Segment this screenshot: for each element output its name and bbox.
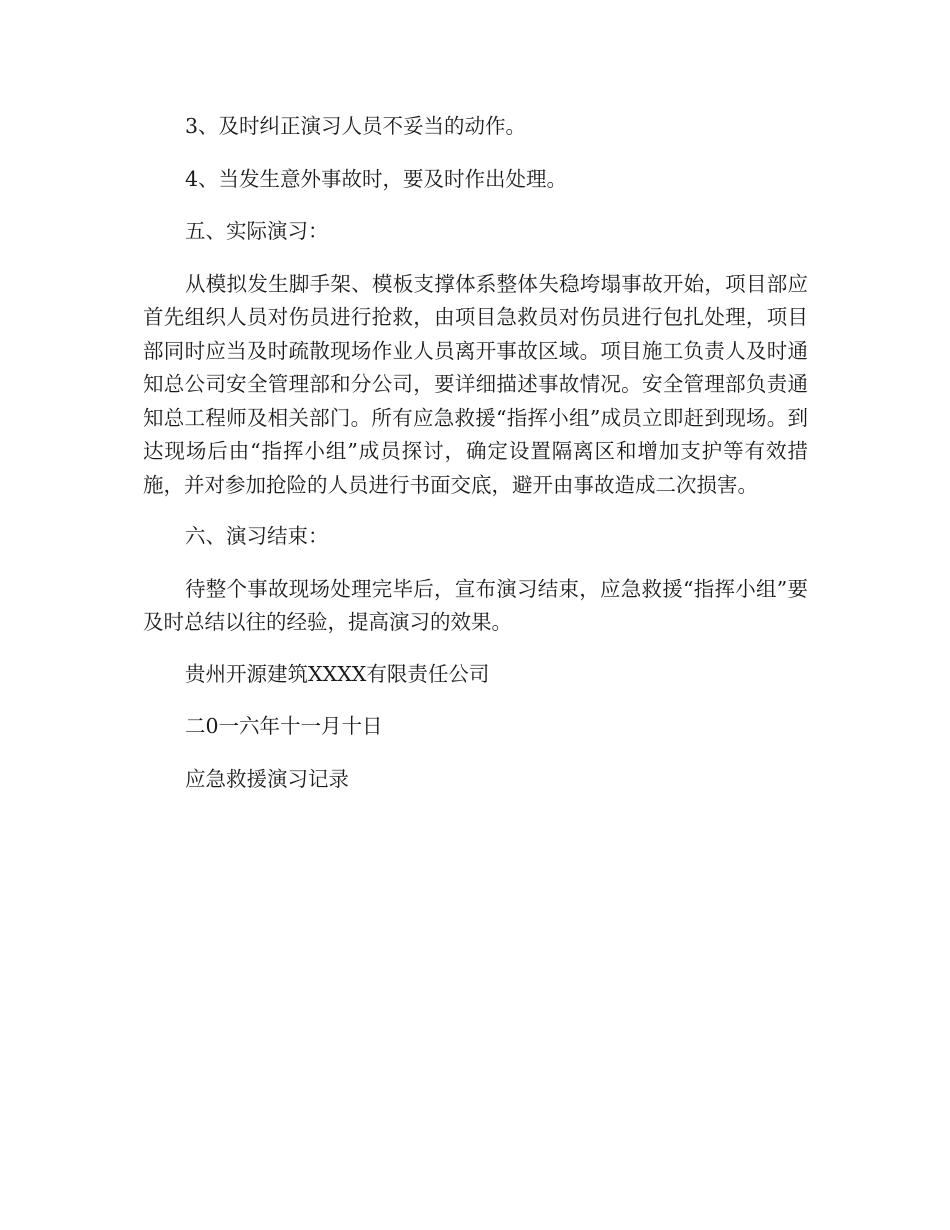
record-title: 应急救援演习记录 xyxy=(185,766,349,791)
paragraph-item-3: 3、及时纠正演习人员不妥当的动作。 xyxy=(185,114,527,138)
document-date: 二0一六年十一月十日 xyxy=(185,714,383,738)
document-body xyxy=(143,110,808,815)
paragraph-drill-procedure: 从模拟发生脚手架、模板支撑体系整体失稳垮塌事故开始，项目部应首先组织人员对伤员进行抢救，由项目急救员对伤员进行包扎处理，项目部同时应当及时疏散现场作业人员离开事故区域。项目施工负责人及时通知总公司安全管理部和分公司，要详细描述事故情况。安全管理部负责通知总工程师及相关部门。所有应急救援“指挥小组”成员立即赶到现场。到达现场后由“指挥小组”成员探讨，确定设置隔离区和增加支护等有效措施，并对参加抢险的人员进行书面交底，避开由事故造成二次损害。 xyxy=(143,271,808,497)
company-name: 贵州开源建筑XXXX有限责任公司 xyxy=(185,661,490,686)
paragraph-drill-conclusion: 待整个事故现场处理完毕后，宣布演习结束，应急救援“指挥小组”要及时总结以往的经验，提高演习的效果。 xyxy=(143,576,808,634)
section-heading-drill-end: 六、演习结束： xyxy=(185,524,329,548)
section-heading-actual-drill: 五、实际演习： xyxy=(185,219,329,243)
paragraph-item-4: 4、当发生意外事故时，要及时作出处理。 xyxy=(185,166,568,191)
